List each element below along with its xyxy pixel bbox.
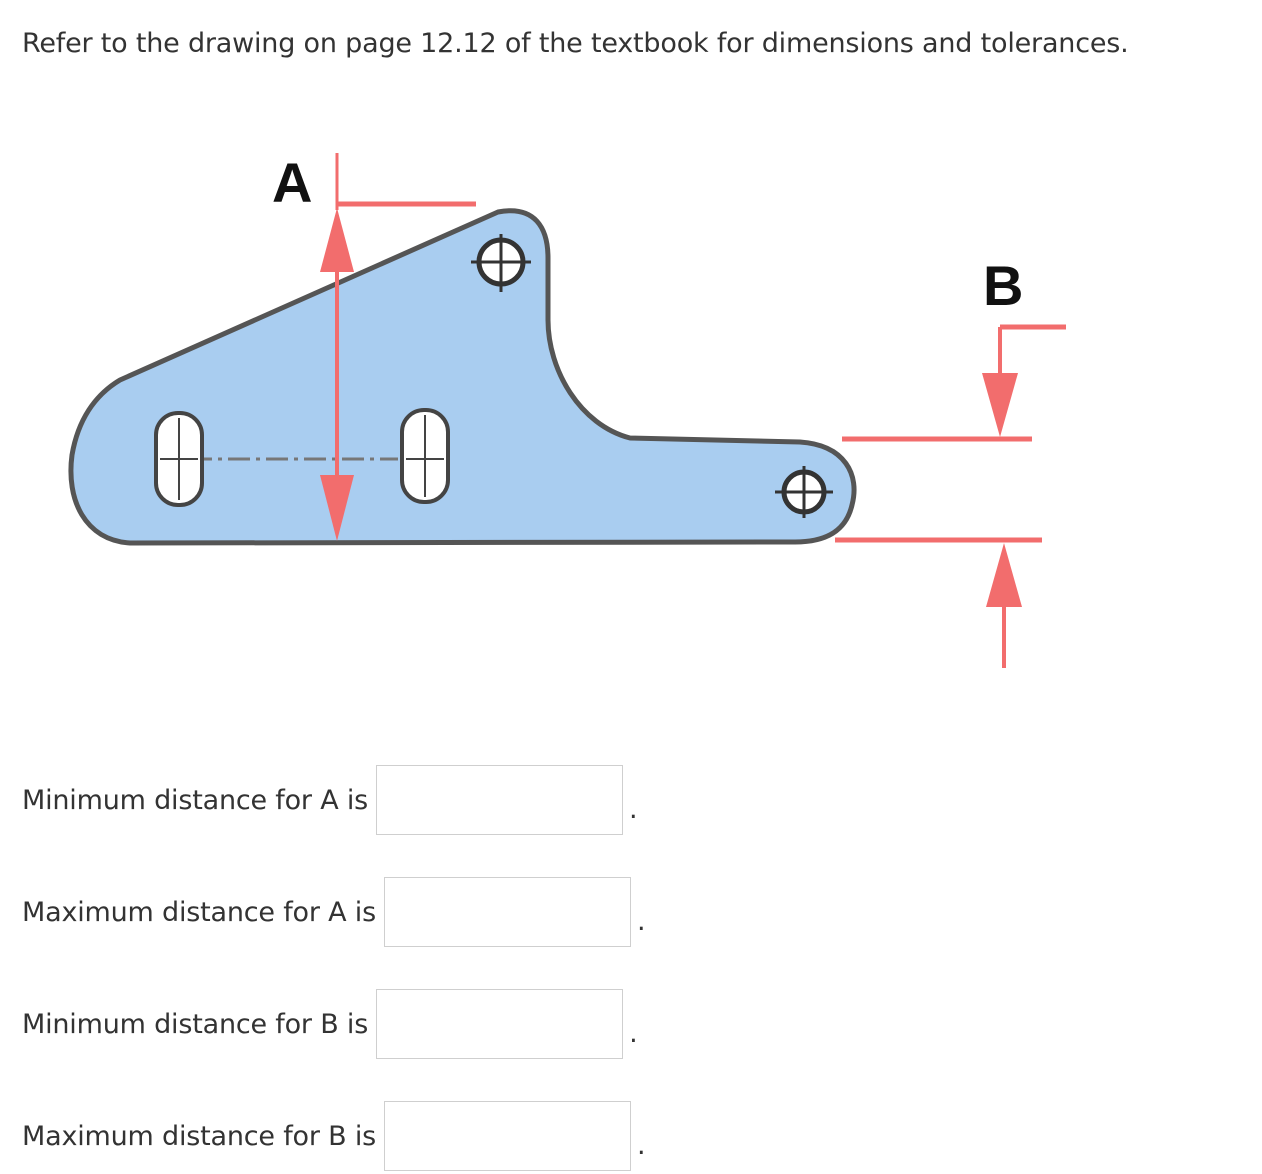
question-min-b [22,989,637,1059]
dimension-b [835,327,1066,668]
max-b-input[interactable] [384,1101,631,1171]
period: . [629,793,638,825]
instruction-text: Refer to the drawing on page 12.12 of the textbook for dimensions and tolerances. [22,28,1129,59]
label-b: B [983,254,1024,317]
question-max-a [22,877,645,947]
question-label: Maximum distance for A is [22,896,376,928]
period: . [637,1129,646,1161]
question-label: Minimum distance for B is [22,1008,369,1040]
label-a: A [272,151,313,214]
min-b-input[interactable] [376,989,623,1059]
question-label: Minimum distance for A is [22,784,369,816]
period: . [629,1017,638,1049]
slot-hole-left [156,413,202,505]
bracket-drawing [0,120,1262,720]
question-max-b [22,1101,645,1171]
max-a-input[interactable] [384,877,631,947]
question-min-a [22,765,637,835]
slot-hole-right [402,410,448,502]
period: . [636,905,646,937]
min-a-input[interactable] [376,765,623,835]
question-label: Maximum distance for B is [22,1120,376,1152]
